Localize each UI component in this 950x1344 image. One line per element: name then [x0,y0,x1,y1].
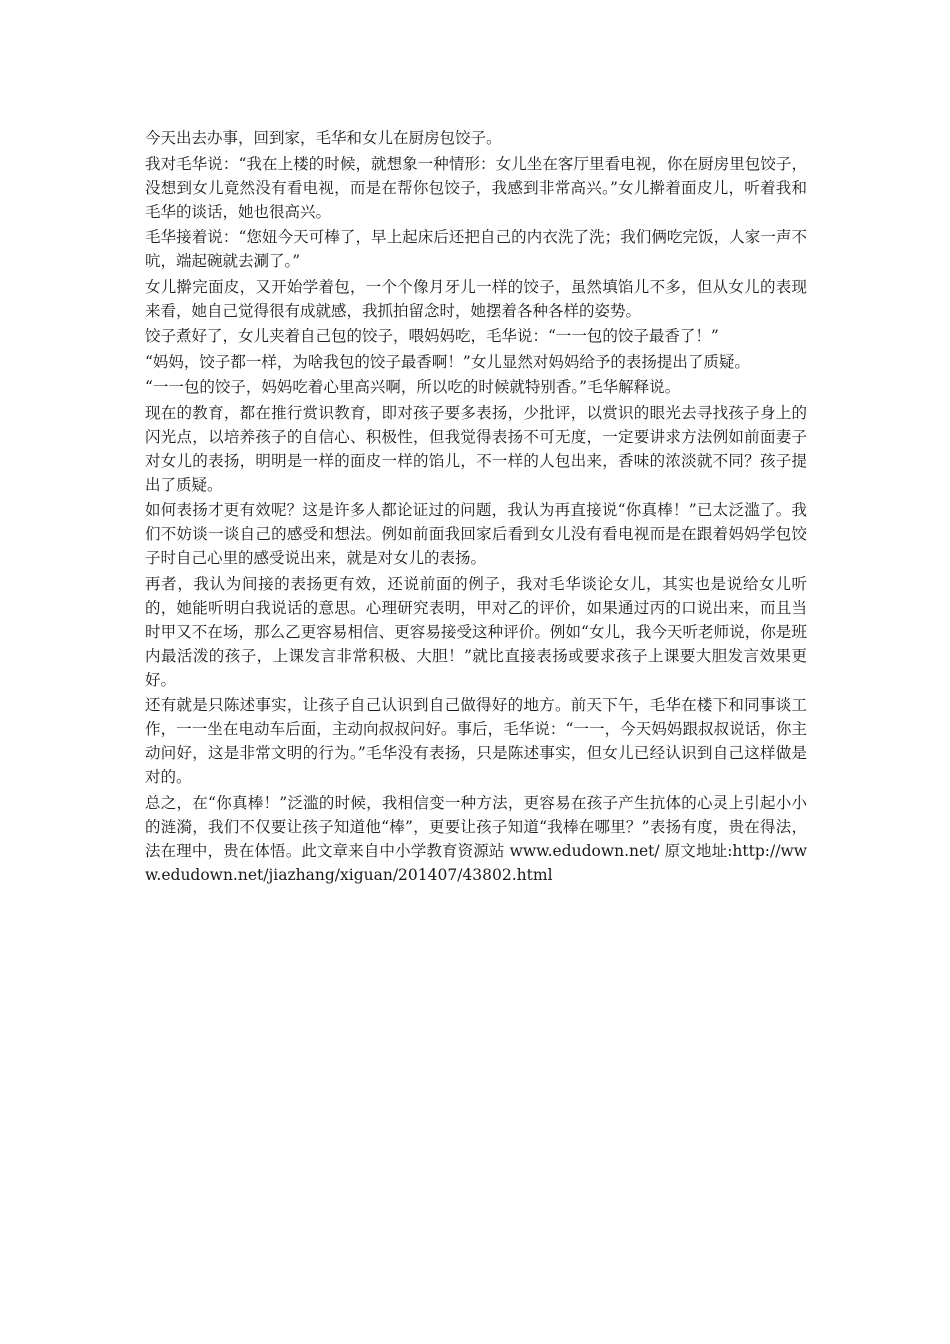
paragraph-effective-praise: 如何表扬才更有效呢？这是许多人都论证过的问题，我认为再直接说“你真棒！”已太泛滥了。我们不妨谈一谈自己的感受和想法。例如前面我回家后看到女儿没有看电视而是在跟着妈妈学包饺子时自己心里的感受说出来，就是对女儿的表扬。 [145,501,807,567]
paragraph-intro: 今天出去办事，回到家，毛华和女儿在厨房包饺子。 [145,129,502,147]
paragraph-mao-hua-reply: 毛华接着说：“您妞今天可棒了，早上起床后还把自己的内衣洗了洗；我们俩吃完饭，人家一声不吭，端起碗就去涮了。” [145,228,807,270]
paragraph-dumplings-cooked: 饺子煮好了，女儿夹着自己包的饺子，喂妈妈吃，毛华说：“一一包的饺子最香了！” [145,327,719,345]
paragraph-appreciation-education: 现在的教育，都在推行赏识教育，即对孩子要多表扬，少批评，以赏识的眼光去寻找孩子身上的闪光点，以培养孩子的自信心、积极性，但我觉得表扬不可无度，一定要讲求方法例如前面妻子对女儿的表扬，明明是一样的面皮一样的馅儿，不一样的人包出来，香味的浓淡就不同？孩子提出了质疑。 [145,403,807,494]
paragraph-daughter-wrapping: 女儿擀完面皮，又开始学着包，一个个像月牙儿一样的饺子，虽然填馅儿不多，但从女儿的表现来看，她自己觉得很有成就感，我抓拍留念时，她摆着各种各样的姿势。 [145,277,807,320]
paragraph-conversation: 我对毛华说：“我在上楼的时候，就想象一种情形：女儿坐在客厅里看电视，你在厨房里包饺子，没想到女儿竟然没有看电视，而是在帮你包饺子，我感到非常高兴。”女儿擀着面皮儿，听着我和毛华的谈话，她也很高兴。 [145,154,807,221]
paragraph-indirect-praise: 再者，我认为间接的表扬更有效，还说前面的例子，我对毛华谈论女儿，其实也是说给女儿听的，她能听明白我说话的意思。心理研究表明，甲对乙的评价，如果通过丙的口说出来，而且当时甲又不在场，那么乙更容易相信、更容易接受这种评价。例如“女儿，我今天听老师说，你是班内最活泼的孩子，上课发言非常积极、大胆！”就比直接表扬或要求孩子上课要大胆发言效果更好。 [145,574,807,689]
paragraph-state-facts: 还有就是只陈述事实，让孩子自己认识到自己做得好的地方。前天下午，毛华在楼下和同事谈工作，一一坐在电动车后面，主动向叔叔问好。事后，毛华说：“一一，今天妈妈跟叔叔说话，你主动问好，这是非常文明的行为。”毛华没有表扬，只是陈述事实，但女儿已经认识到自己这样做是对的。 [145,696,807,786]
paragraph-daughter-question: “妈妈，饺子都一样，为啥我包的饺子最香啊！”女儿显然对妈妈给予的表扬提出了质疑。 [145,352,750,371]
paragraph-conclusion: 总之，在“你真棒！”泛滥的时候，我相信变一种方法，更容易在孩子产生抗体的心灵上引起小小的涟漪，我们不仅要让孩子知道他“棒”，更要让孩子知道“我棒在哪里？”表扬有度，贵在得法，法在理中，贵在体悟。此文章来自中小学教育资源站 www.edudown.net/ 原文地址:http://www.edudown.net/jiazhang/xiguan/201407/43802.html [145,793,807,884]
article-body [145,126,807,888]
paragraph-mao-hua-explains: “一一包的饺子，妈妈吃着心里高兴啊，所以吃的时候就特别香。”毛华解释说。 [145,378,681,396]
